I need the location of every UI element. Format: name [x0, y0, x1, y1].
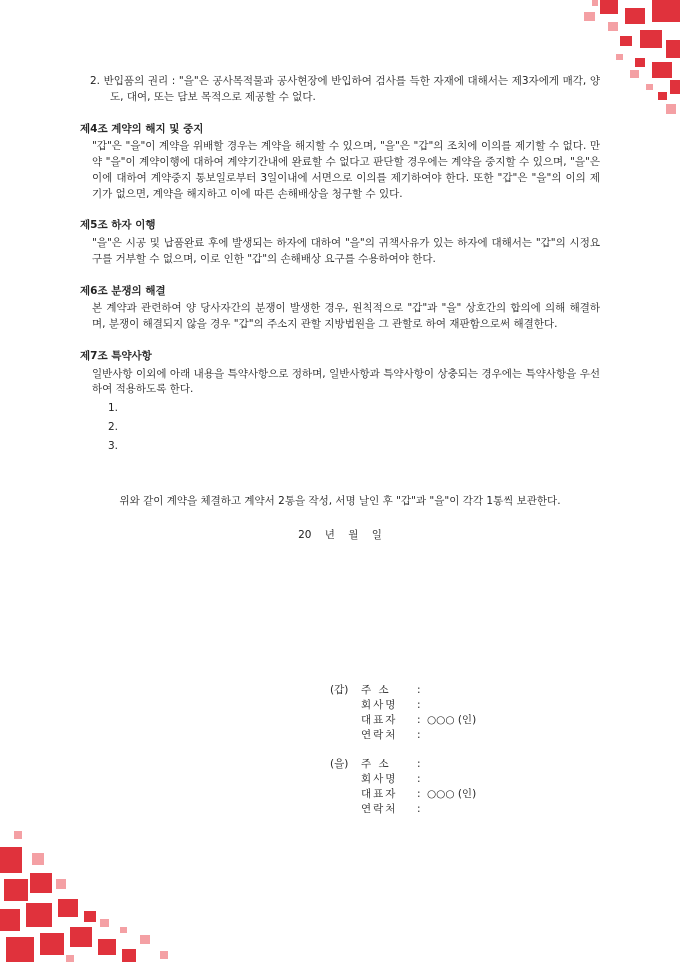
- list-item: 1.: [108, 402, 119, 414]
- corner-decoration-bottom: [0, 827, 190, 962]
- clause-section-7: [80, 349, 600, 456]
- section-title: 제5조 하자 이행: [80, 219, 156, 232]
- clause-section-6: [80, 284, 600, 333]
- company-name-field: 회사명 :: [361, 699, 421, 711]
- closing-statement: 위와 같이 계약을 체결하고 계약서 2통을 작성, 서명 날인 후 "갑"과 "을"이 각각 1통씩 보관한다.: [119, 495, 561, 507]
- section-title: 제7조 특약사항: [80, 349, 152, 362]
- party-label: (갑): [330, 684, 349, 696]
- contract-page: [80, 74, 600, 554]
- address-field: 주 소 :: [361, 684, 421, 696]
- address-field: 주 소 :: [361, 758, 421, 770]
- clause-section-4: [80, 122, 600, 203]
- contact-field: 연락처 :: [361, 729, 421, 741]
- section-body: "갑"은 "을"이 계약을 위배할 경우는 계약을 해지할 수 있으며, "을"은 "갑"의 조치에 이의를 제기할 수 없다. 만약 "을"이 계약이행에 대하여 계약기간내에 완료할 수 없다고 판단할 경우에는 계약을 중지할 수 있으며, "을"은 이에 대하여 계약중지 통보일로부터 3일이내에 서면으로 이의를 제기하여야 한다. 또한 "갑"은 "을"의 이의 제기가 없으면, 계약을 해지하고 이에 따른 손해배상을 청구할 수 있다.: [92, 140, 600, 200]
- section-body: 본 계약과 관련하여 양 당사자간의 분쟁이 발생한 경우, 원칙적으로 "갑"과 "을" 상호간의 합의에 의해 해결하며, 분쟁이 해결되지 않을 경우 "갑"의 주소지 관할 지방법원을 그 관할로 하여 재판함으로써 해결한다.: [92, 302, 600, 330]
- signing-date: 20 년 월 일: [298, 528, 382, 541]
- list-item: 2.: [108, 421, 119, 433]
- section-title: 제4조 계약의 해지 및 중지: [80, 122, 204, 135]
- party-label: (을): [330, 758, 349, 770]
- representative-field: 대표자 : ○○○ (인): [361, 788, 477, 800]
- section-body: "을"은 시공 및 납품완료 후에 발생되는 하자에 대하여 "을"의 귀책사유가 있는 하자에 대해서는 "갑"의 시정요구를 거부할 수 없으며, 이로 인한 "갑"의 손해배상 요구를 수용하여야 한다.: [92, 237, 600, 265]
- clause-item-2: 2. 반입품의 권리 : "을"은 공사목적물과 공사현장에 반입하여 검사를 득한 자재에 대해서는 제3자에게 매각, 양도, 대여, 또는 담보 목적으로 제공할 수 없다.: [90, 75, 600, 103]
- clause-section-5: [80, 218, 600, 267]
- contact-field: 연락처 :: [361, 803, 421, 815]
- list-item: 3.: [108, 440, 119, 452]
- special-items-list: [80, 399, 600, 456]
- representative-field: 대표자 : ○○○ (인): [361, 714, 477, 726]
- company-name-field: 회사명 :: [361, 773, 421, 785]
- section-title: 제6조 분쟁의 해결: [80, 284, 166, 297]
- section-body: 일반사항 이외에 아래 내용을 특약사항으로 정하며, 일반사항과 특약사항이 상충되는 경우에는 특약사항을 우선하여 적용하도록 한다.: [92, 367, 600, 396]
